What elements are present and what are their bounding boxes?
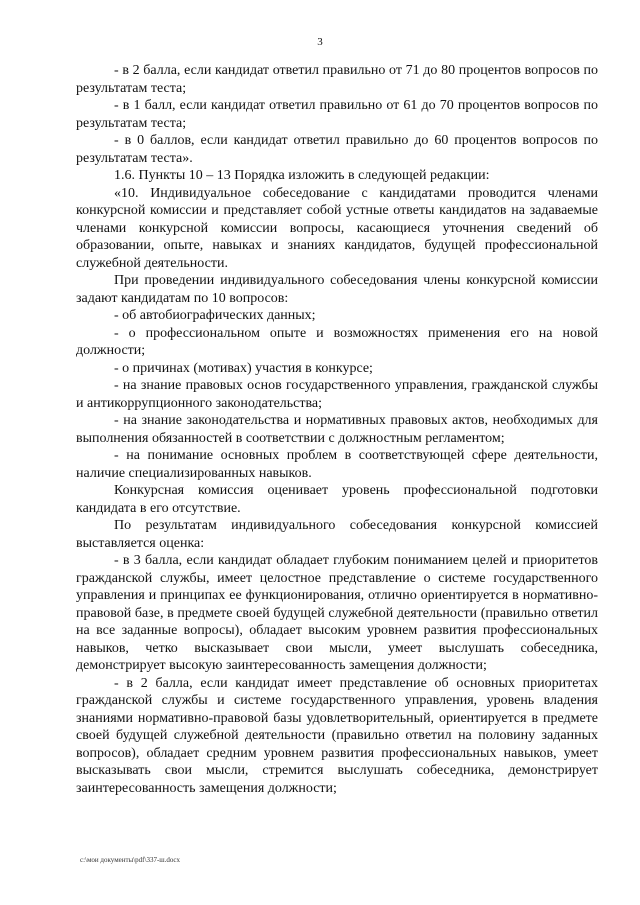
paragraph-score-2-test: - в 2 балла, если кандидат ответил правильно от 71 до 80 процентов вопросов по результатам теста;	[76, 63, 598, 96]
paragraph-score-1-test: - в 1 балл, если кандидат ответил правильно от 61 до 70 процентов вопросов по результатам теста;	[76, 98, 598, 131]
list-item-legislation: - на знание законодательства и нормативных правовых актов, необходимых для выполнения обязанностей в соответствии с должностным регламентом;	[76, 413, 598, 446]
paragraph-interview-questions-intro: При проведении индивидуального собеседования члены конкурсной комиссии задают кандидатам по 10 вопросов:	[76, 273, 598, 306]
list-item-biography: - об автобиографических данных;	[114, 308, 316, 323]
page-number: 3	[317, 36, 323, 48]
paragraph-interview-definition: «10. Индивидуальное собеседование с кандидатами проводится членами конкурсной комиссии и представляет собой устные ответы кандидатов на задаваемые членами конкурсной комиссии вопросы, касающиеся уточнения сведений об образовании, опыте, навыках и знаниях кандидатов, будущей профессиональной служебной деятельности.	[76, 185, 598, 271]
paragraph-score-0-test: - в 0 баллов, если кандидат ответил правильно до 60 процентов вопросов по результатам теста».	[76, 133, 598, 166]
paragraph-score-2-interview: - в 2 балла, если кандидат имеет представление об основных приоритетах гражданской службы и системе государственного управления, уровень владения знаниями нормативно-правовой базы удовлетворительный, ориентируется в предмете своей будущей служебной деятельности (правильно ответил на половину заданных вопросов), обладает средним уровнем развития профессиональных навыков, умеет высказывать свои мысли, стремится выслушать собеседника, демонстрирует заинтересованность замещения должности;	[76, 675, 598, 796]
paragraph-amendment-1-6: 1.6. Пункты 10 – 13 Порядка изложить в следующей редакции:	[114, 168, 490, 183]
paragraph-score-3-interview: - в 3 балла, если кандидат обладает глубоким пониманием целей и приоритетов гражданской службы, имеет целостное представление о системе государственного управления и принципах ее функционирования, отлично ориентируется в нормативно-правовой базе, в предмете своей будущей служебной деятельности (правильно ответил на все заданные вопросы), обладает высоким уровнем развития профессиональных навыков, четко высказывает свои мысли, умеет выслушать собеседника, демонстрирует высокую заинтересованность замещения должности;	[76, 553, 598, 673]
paragraph-commission-evaluation: Конкурсная комиссия оценивает уровень профессиональной подготовки кандидата в его отсутствие.	[76, 483, 598, 516]
list-item-motives: - о причинах (мотивах) участия в конкурсе;	[114, 360, 373, 376]
document-body	[76, 62, 598, 797]
footer-file-path: c:\мои документы\pdf\337-ш.docx	[80, 856, 181, 864]
list-item-problem-understanding: - на понимание основных проблем в соответствующей сфере деятельности, наличие специализированных навыков.	[76, 448, 598, 481]
list-item-professional-experience: - о профессиональном опыте и возможностях применения его на новой должности;	[76, 325, 598, 358]
list-item-legal-basics: - на знание правовых основ государственного управления, гражданской службы и антикоррупционного законодательства;	[76, 378, 598, 411]
paragraph-interview-results: По результатам индивидуального собеседования конкурсной комиссией выставляется оценка:	[76, 518, 598, 551]
